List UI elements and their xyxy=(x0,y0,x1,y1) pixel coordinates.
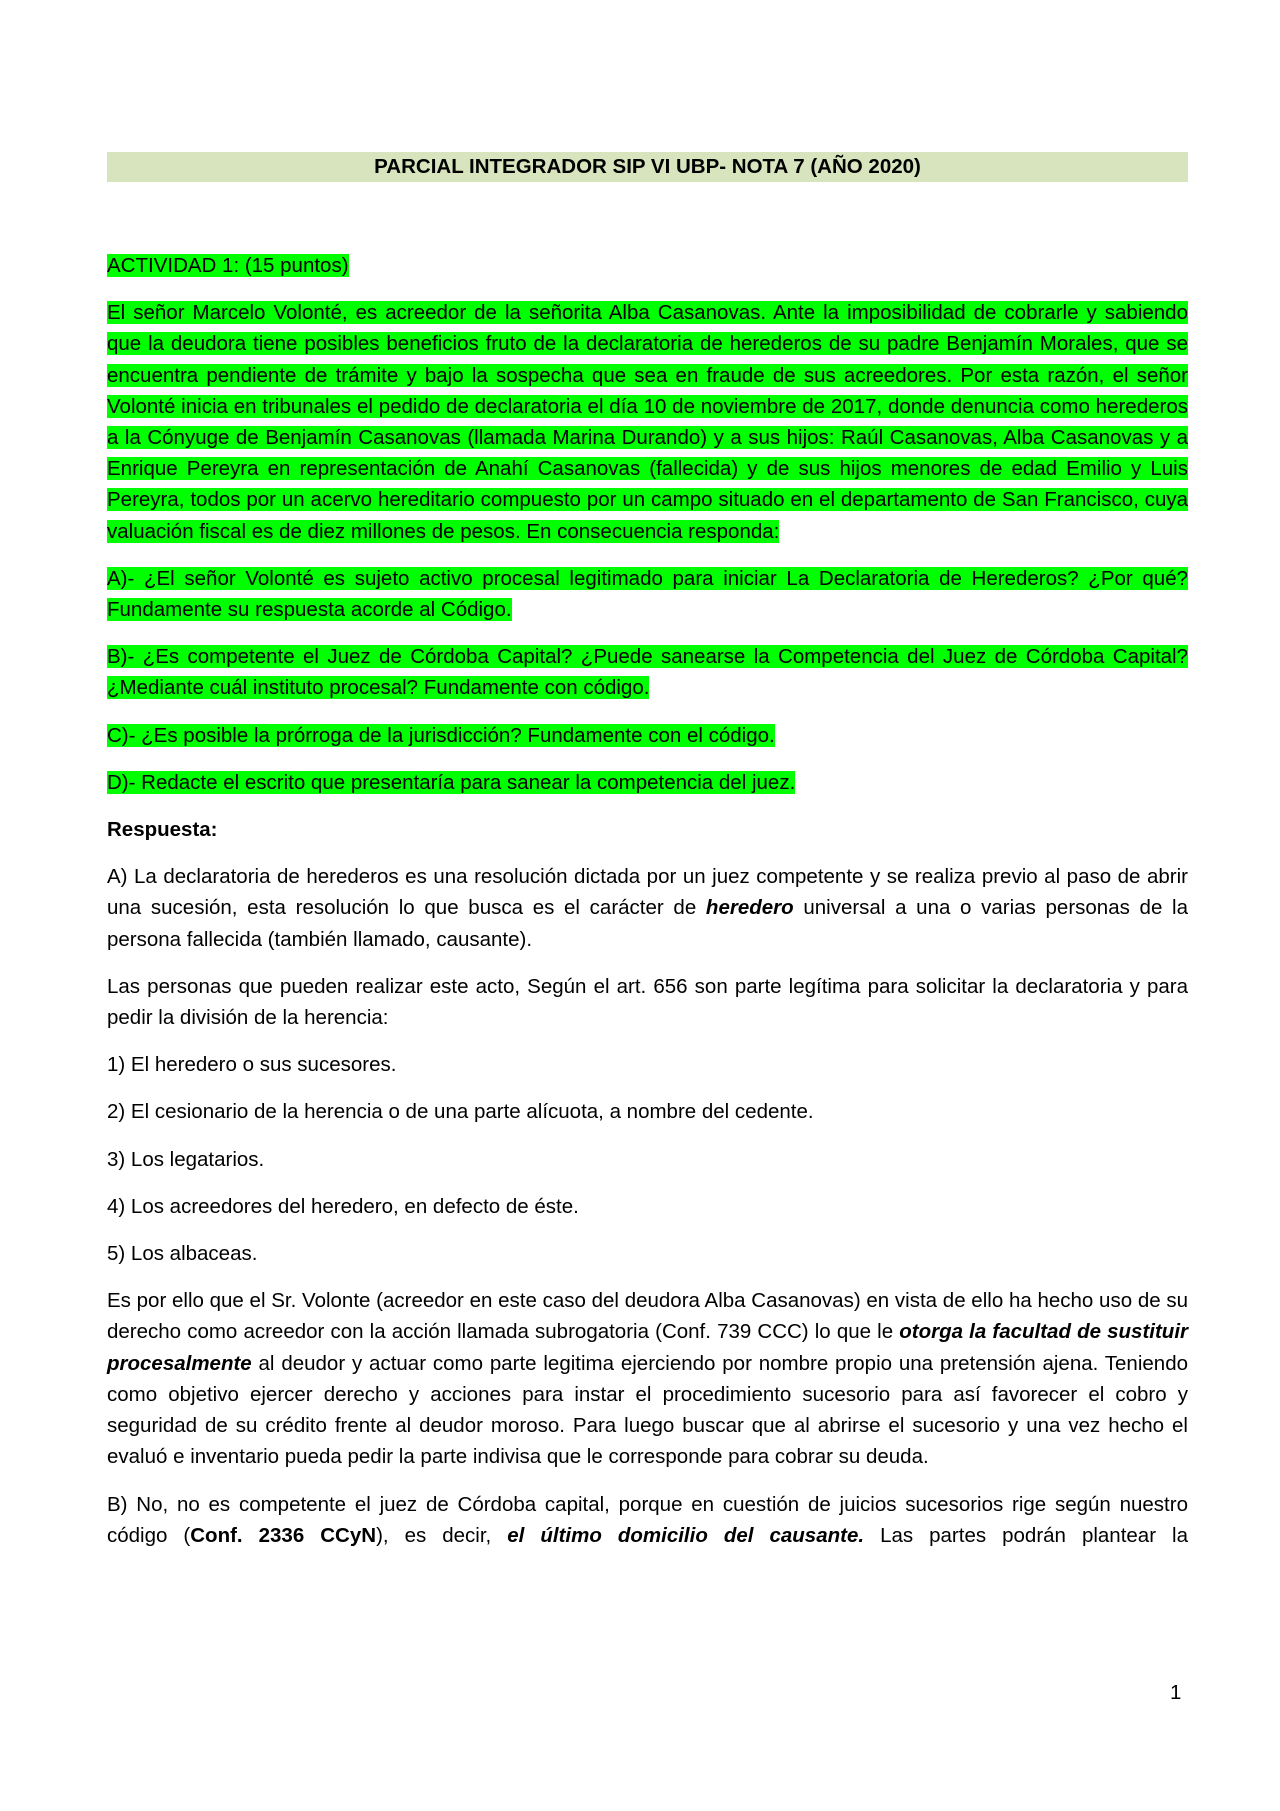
list-item: 5) Los albaceas. xyxy=(107,1242,258,1266)
title-spacer xyxy=(107,182,1188,250)
document-title xyxy=(107,152,1188,182)
subrogation-part1: Es por ello que el Sr. Volonte (acreedor en este caso del deudora Alba Casanovas) en vista de ello ha hecho uso de su derecho como acreedor con la acción llamada subrogatoria (Conf. 739 CCC) lo que le xyxy=(107,1289,1188,1344)
answer-a xyxy=(107,861,1188,955)
answer-b-bold: Conf. 2336 CCyN xyxy=(190,1523,377,1547)
answer-a-part2: universal a una o varias personas de la persona fallecida (también llamado, causante). xyxy=(107,896,1188,951)
document-title-text: PARCIAL INTEGRADOR SIP VI UBP- NOTA 7 (AÑO 2020) xyxy=(374,155,921,178)
page-number: 1 xyxy=(1170,1681,1182,1704)
activity-statement-text: El señor Marcelo Volonté, es acreedor de la señorita Alba Casanovas. Ante la imposibilidad de cobrarle y sabiendo que la deudora tiene posibles beneficios fruto de la declaratoria de herederos de su padre Benjamín Morales, que se encuentra pendiente de trámite y bajo la sospecha que sea en fraude de sus acreedores. Por esta razón, el señor Volonté inicia en tribunales el pedido de declaratoria el día 10 de noviembre de 2017, donde denuncia como herederos a la Cónyuge de Benjamín Casanovas (llamada Marina Durando) y a sus hijos: Raúl Casanovas, Alba Casanovas y a Enrique Pereyra en representación de Anahí Casanovas (fallecida) y de sus hijos menores de edad Emilio y Luis Pereyra, todos por un acervo hereditario compuesto por un campo situado en el departamento de San Francisco, cuya valuación fiscal es de diez millones de pesos. En consecuencia responda: xyxy=(107,301,1188,543)
answer-b-part3: Las partes podrán plantear la xyxy=(864,1523,1188,1547)
question-a xyxy=(107,563,1188,625)
subrogation-emphasis: otorga la facultad de sustituir procesalmente xyxy=(107,1320,1188,1375)
answer-a-part1: A) La declaratoria de herederos es una resolución dictada por un juez competente y se realiza previo al paso de abrir una sucesión, esta resolución lo que busca es el carácter de xyxy=(107,865,1188,920)
answer-b-emphasis: el último domicilio del causante. xyxy=(507,1523,865,1547)
answer-b xyxy=(107,1489,1188,1551)
question-b xyxy=(107,641,1188,703)
activity-heading-text: ACTIVIDAD 1: (15 puntos) xyxy=(107,254,349,277)
answer-b-part1: B) No, no es competente el juez de Córdoba capital, porque en cuestión de juicios sucesorios rige según nuestro código ( xyxy=(107,1492,1188,1547)
list-item: 2) El cesionario de la herencia o de una parte alícuota, a nombre del cedente. xyxy=(107,1100,814,1124)
list-item: 3) Los legatarios. xyxy=(107,1147,265,1171)
question-a-text: A)- ¿El señor Volonté es sujeto activo procesal legitimado para iniciar La Declaratoria de Herederos? ¿Por qué? Fundamente su respuesta acorde al Código. xyxy=(107,566,1188,622)
list-item: 1) El heredero o sus sucesores. xyxy=(107,1053,397,1077)
question-d-text: D)- Redacte el escrito que presentaría para sanear la competencia del juez. xyxy=(107,770,796,794)
question-c-text: C)- ¿Es posible la prórroga de la jurisdicción? Fundamente con el código. xyxy=(107,723,775,747)
answer-b-part2: ), es decir, xyxy=(376,1523,508,1547)
subrogation-part2: al deudor y actuar como parte legitima ejerciendo por nombre propio una pretensión ajena. Teniendo como objetivo ejercer derecho y acciones para instar el procedimiento sucesorio para así favorecer el cobro y seguridad de su crédito frente al deudor moroso. Para luego buscar que al abrirse el sucesorio y una vez hecho el evaluó e inventario pueda pedir la parte indivisa que le corresponde para cobrar su deuda. xyxy=(107,1351,1188,1469)
answer-a-emphasis: heredero xyxy=(705,896,794,920)
answer-intro: Las personas que pueden realizar este acto, Según el art. 656 son parte legítima para solicitar la declaratoria y para pedir la división de la herencia: xyxy=(107,974,1188,1030)
list-item: 4) Los acreedores del heredero, en defecto de éste. xyxy=(107,1194,579,1218)
answer-subrogation xyxy=(107,1285,1188,1472)
activity-heading xyxy=(107,250,1188,281)
document-page xyxy=(107,152,1188,1567)
answer-heading: Respuesta: xyxy=(107,818,218,842)
question-d xyxy=(107,767,1188,798)
question-c xyxy=(107,720,1188,751)
question-b-text: B)- ¿Es competente el Juez de Córdoba Capital? ¿Puede sanearse la Competencia del Juez de Córdoba Capital? ¿Mediante cuál instituto procesal? Fundamente con código. xyxy=(107,645,1188,700)
activity-statement xyxy=(107,297,1188,547)
